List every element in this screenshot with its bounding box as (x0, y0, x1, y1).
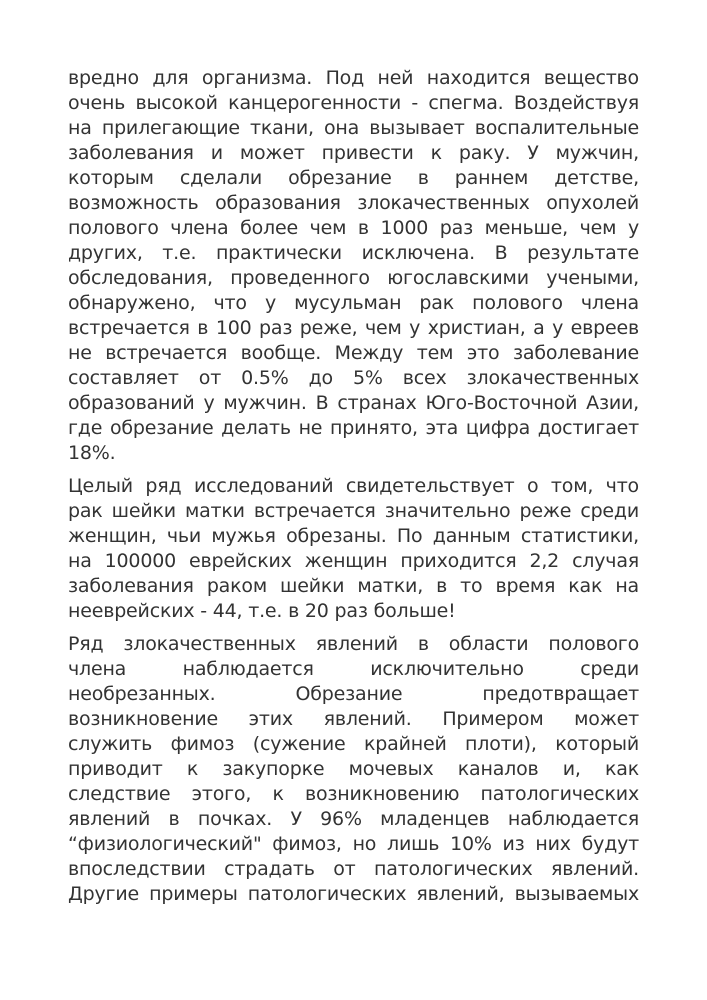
text-line: явлений в почках. У 96% младенцев наблюдается (68, 808, 639, 830)
text-line: не встречается вообще. Между тем это заболевание (68, 342, 639, 364)
text-line: где обрезание делать не принято, эта цифра достигает (68, 417, 639, 439)
text-line: заболевания и может привести к раку. У мужчин, (68, 142, 639, 164)
text-line: Целый ряд исследований свидетельствует о том, что (68, 475, 639, 497)
text-line: члена наблюдается исключительно среди (68, 658, 639, 680)
text-line: возможность образования злокачественных опухолей (68, 192, 639, 214)
text-line: других, т.е. практически исключена. В результате (68, 242, 639, 264)
text-line: необрезанных. Обрезание предотвращает (68, 683, 639, 705)
text-line: обследования, проведенного югославскими учеными, (68, 267, 639, 289)
text-line: обнаружено, что у мусульман рак полового члена (68, 292, 639, 314)
text-line: приводит к закупорке мочевых каналов и, как (68, 758, 639, 780)
text-line: полового члена более чем в 1000 раз меньше, чем у (68, 217, 639, 239)
text-line: рак шейки матки встречается значительно реже среди (68, 500, 639, 522)
text-line: вредно для организма. Под ней находится вещество (68, 67, 639, 89)
text-line: на 100000 еврейских женщин приходится 2,2 случая (68, 550, 639, 572)
text-line: встречается в 100 раз реже, чем у христиан, а у евреев (68, 317, 639, 339)
text-line: Другие примеры патологических явлений, вызываемых (68, 883, 639, 905)
text-line: образований у мужчин. В странах Юго-Восточной Азии, (68, 392, 639, 414)
document-page (68, 66, 639, 915)
text-line: “физиологический" фимоз, но лишь 10% из них будут (68, 833, 639, 855)
text-line: служить фимоз (сужение крайней плоти), который (68, 733, 639, 755)
text-line: следствие этого, к возникновению патологических (68, 783, 639, 805)
text-line: нееврейских - 44, т.е. в 20 раз больше! (68, 600, 456, 622)
text-line: 18%. (68, 442, 116, 464)
text-line: возникновение этих явлений. Примером может (68, 708, 639, 730)
text-line: заболевания раком шейки матки, в то время как на (68, 575, 639, 597)
text-line: на прилегающие ткани, она вызывает воспалительные (68, 117, 639, 139)
paragraph-2 (68, 474, 639, 624)
text-line: впоследствии страдать от патологических явлений. (68, 858, 639, 880)
text-line: Ряд злокачественных явлений в области полового (68, 633, 639, 655)
paragraph-1 (68, 66, 639, 466)
text-line: женщин, чьи мужья обрезаны. По данным статистики, (68, 525, 639, 547)
text-line: очень высокой канцерогенности - спегма. Воздействуя (68, 92, 639, 114)
text-line: составляет от 0.5% до 5% всех злокачественных (68, 367, 639, 389)
paragraph-3 (68, 632, 639, 907)
text-line: которым сделали обрезание в раннем детстве, (68, 167, 639, 189)
